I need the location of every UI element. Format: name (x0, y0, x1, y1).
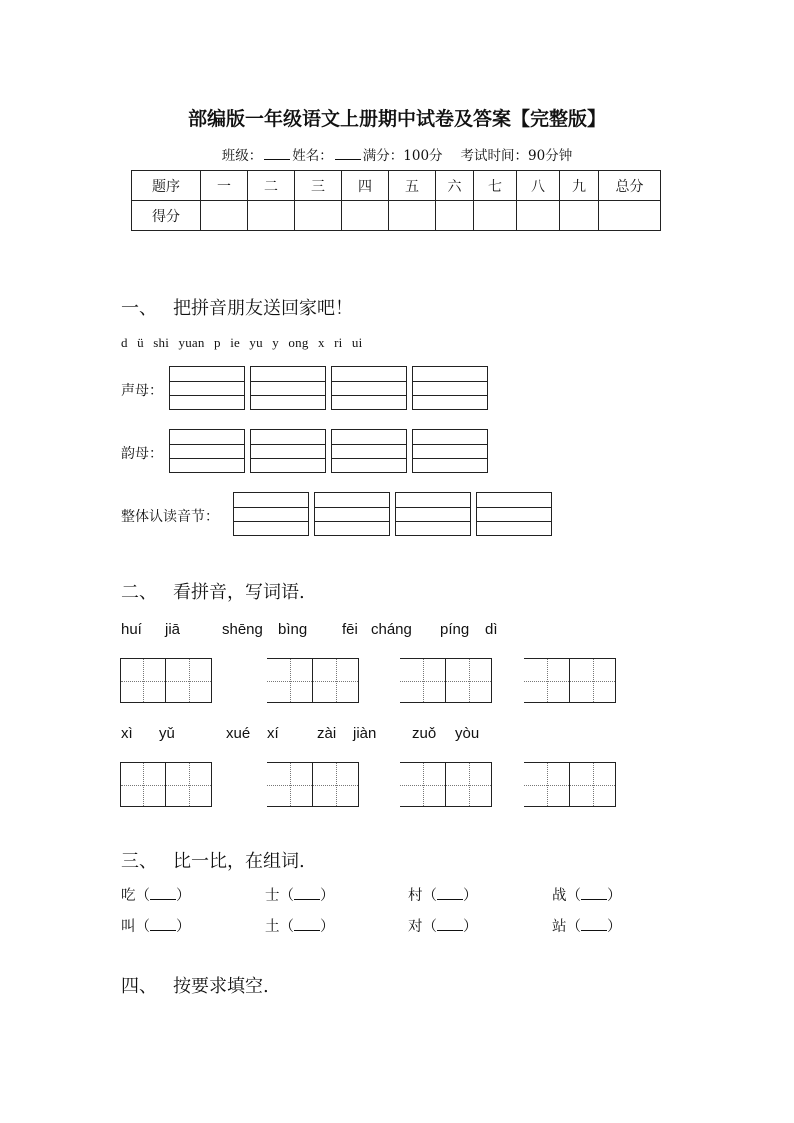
pinyin-list: d ü shi yuan p ie yu y ong x ri ui (121, 335, 363, 350)
compare-item: 吃（ ） (121, 888, 191, 904)
score-cell[interactable] (599, 201, 661, 231)
full-score-label: 满分： (362, 148, 404, 164)
compare-item: 站（ ） (552, 919, 622, 935)
four-line-box[interactable] (476, 492, 552, 536)
time-value: 90分钟 (528, 148, 573, 164)
compare-item: 村（ ） (408, 888, 478, 904)
pinyin: fēi (342, 621, 358, 638)
table-header-cell: 总分 (599, 171, 661, 201)
section-4-heading (121, 972, 269, 998)
score-table-header-row (132, 171, 661, 201)
four-line-box[interactable] (331, 429, 407, 473)
compare-item: 叫（ ） (121, 919, 191, 935)
section-title: 看拼音，写词语. (173, 582, 305, 603)
writing-grid[interactable] (524, 658, 570, 703)
full-score-value: 100分 (403, 148, 443, 164)
writing-grid[interactable] (267, 658, 313, 703)
score-cell[interactable] (517, 201, 560, 231)
answer-blank[interactable] (437, 918, 463, 931)
score-row-label: 得分 (132, 201, 201, 231)
page-title: 部编版一年级语文上册期中试卷及答案【完整版】 (187, 108, 606, 130)
four-line-box[interactable] (314, 492, 390, 536)
writing-grid[interactable] (120, 658, 166, 703)
score-cell[interactable] (560, 201, 599, 231)
answer-blank[interactable] (437, 887, 463, 900)
table-header-cell: 八 (517, 171, 560, 201)
pinyin: zuǒ (412, 725, 437, 742)
writing-grid[interactable] (446, 762, 492, 807)
writing-grid[interactable] (524, 762, 570, 807)
score-cell[interactable] (248, 201, 295, 231)
four-line-box[interactable] (169, 366, 245, 410)
pinyin: píng (440, 621, 470, 638)
score-cell[interactable] (389, 201, 436, 231)
score-cell[interactable] (474, 201, 517, 231)
pinyin: dì (485, 621, 498, 638)
score-cell[interactable] (436, 201, 474, 231)
score-cell[interactable] (342, 201, 389, 231)
compare-item: 土（ ） (265, 919, 335, 935)
table-header-cell: 四 (342, 171, 389, 201)
four-line-box[interactable] (233, 492, 309, 536)
answer-blank[interactable] (294, 918, 320, 931)
name-label: 姓名： (292, 148, 333, 164)
pinyin: xì (121, 725, 133, 742)
writing-grid[interactable] (313, 762, 359, 807)
pinyin-row-1 (121, 621, 721, 641)
section-number: 四、 (121, 976, 157, 997)
answer-blank[interactable] (581, 918, 607, 931)
four-line-box[interactable] (412, 429, 488, 473)
four-line-box[interactable] (412, 366, 488, 410)
answer-blank[interactable] (150, 887, 176, 900)
exam-info (0, 144, 794, 164)
writing-grid[interactable] (570, 658, 616, 703)
whole-syllable-label: 整体认读音节： (121, 509, 219, 525)
score-table-row (132, 201, 661, 231)
writing-grid[interactable] (446, 658, 492, 703)
writing-grid[interactable] (166, 762, 212, 807)
pinyin: shēng (222, 621, 263, 638)
section-3-heading (121, 847, 305, 873)
finals-label: 韵母： (121, 446, 163, 462)
writing-grid[interactable] (313, 658, 359, 703)
writing-grid[interactable] (400, 762, 446, 807)
section-1-heading (121, 294, 353, 320)
answer-blank[interactable] (150, 918, 176, 931)
answer-blank[interactable] (294, 887, 320, 900)
score-cell[interactable] (295, 201, 342, 231)
table-header-cell: 一 (201, 171, 248, 201)
pinyin: xué (226, 725, 251, 742)
table-header-cell: 九 (560, 171, 599, 201)
writing-grid[interactable] (166, 658, 212, 703)
writing-grid[interactable] (267, 762, 313, 807)
compare-item: 战（ ） (552, 888, 622, 904)
score-cell[interactable] (201, 201, 248, 231)
name-blank[interactable] (335, 147, 361, 160)
section-number: 二、 (121, 582, 157, 603)
section-title: 把拼音朋友送回家吧！ (173, 298, 353, 319)
table-header-cell: 题序 (132, 171, 201, 201)
pinyin: zài (317, 725, 337, 742)
pinyin: jiā (165, 621, 181, 638)
initials-label: 声母： (121, 383, 163, 399)
pinyin: yǔ (159, 725, 175, 742)
writing-grid[interactable] (400, 658, 446, 703)
section-2-heading (121, 578, 305, 604)
compare-item: 士（ ） (265, 888, 335, 904)
pinyin-row-2 (121, 725, 721, 745)
writing-grid[interactable] (570, 762, 616, 807)
four-line-box[interactable] (331, 366, 407, 410)
class-label: 班级： (221, 148, 263, 164)
pinyin: huí (121, 621, 142, 638)
four-line-box[interactable] (250, 429, 326, 473)
table-header-cell: 六 (436, 171, 474, 201)
section-title: 比一比，在组词. (173, 851, 305, 872)
pinyin: jiàn (353, 725, 377, 742)
table-header-cell: 二 (248, 171, 295, 201)
answer-blank[interactable] (581, 887, 607, 900)
pinyin: cháng (371, 621, 412, 638)
compare-item: 对（ ） (408, 919, 478, 935)
time-label: 考试时间： (460, 148, 529, 164)
table-header-cell: 三 (295, 171, 342, 201)
class-blank[interactable] (264, 147, 290, 160)
table-header-cell: 七 (474, 171, 517, 201)
pinyin: yòu (455, 725, 480, 742)
section-number: 三、 (121, 851, 157, 872)
writing-grid[interactable] (120, 762, 166, 807)
four-line-box[interactable] (395, 492, 471, 536)
four-line-box[interactable] (250, 366, 326, 410)
pinyin: bìng (278, 621, 308, 638)
table-header-cell: 五 (389, 171, 436, 201)
pinyin: xí (267, 725, 279, 742)
section-title: 按要求填空. (173, 976, 269, 997)
four-line-box[interactable] (169, 429, 245, 473)
section-number: 一、 (121, 298, 157, 319)
score-table (131, 170, 661, 231)
